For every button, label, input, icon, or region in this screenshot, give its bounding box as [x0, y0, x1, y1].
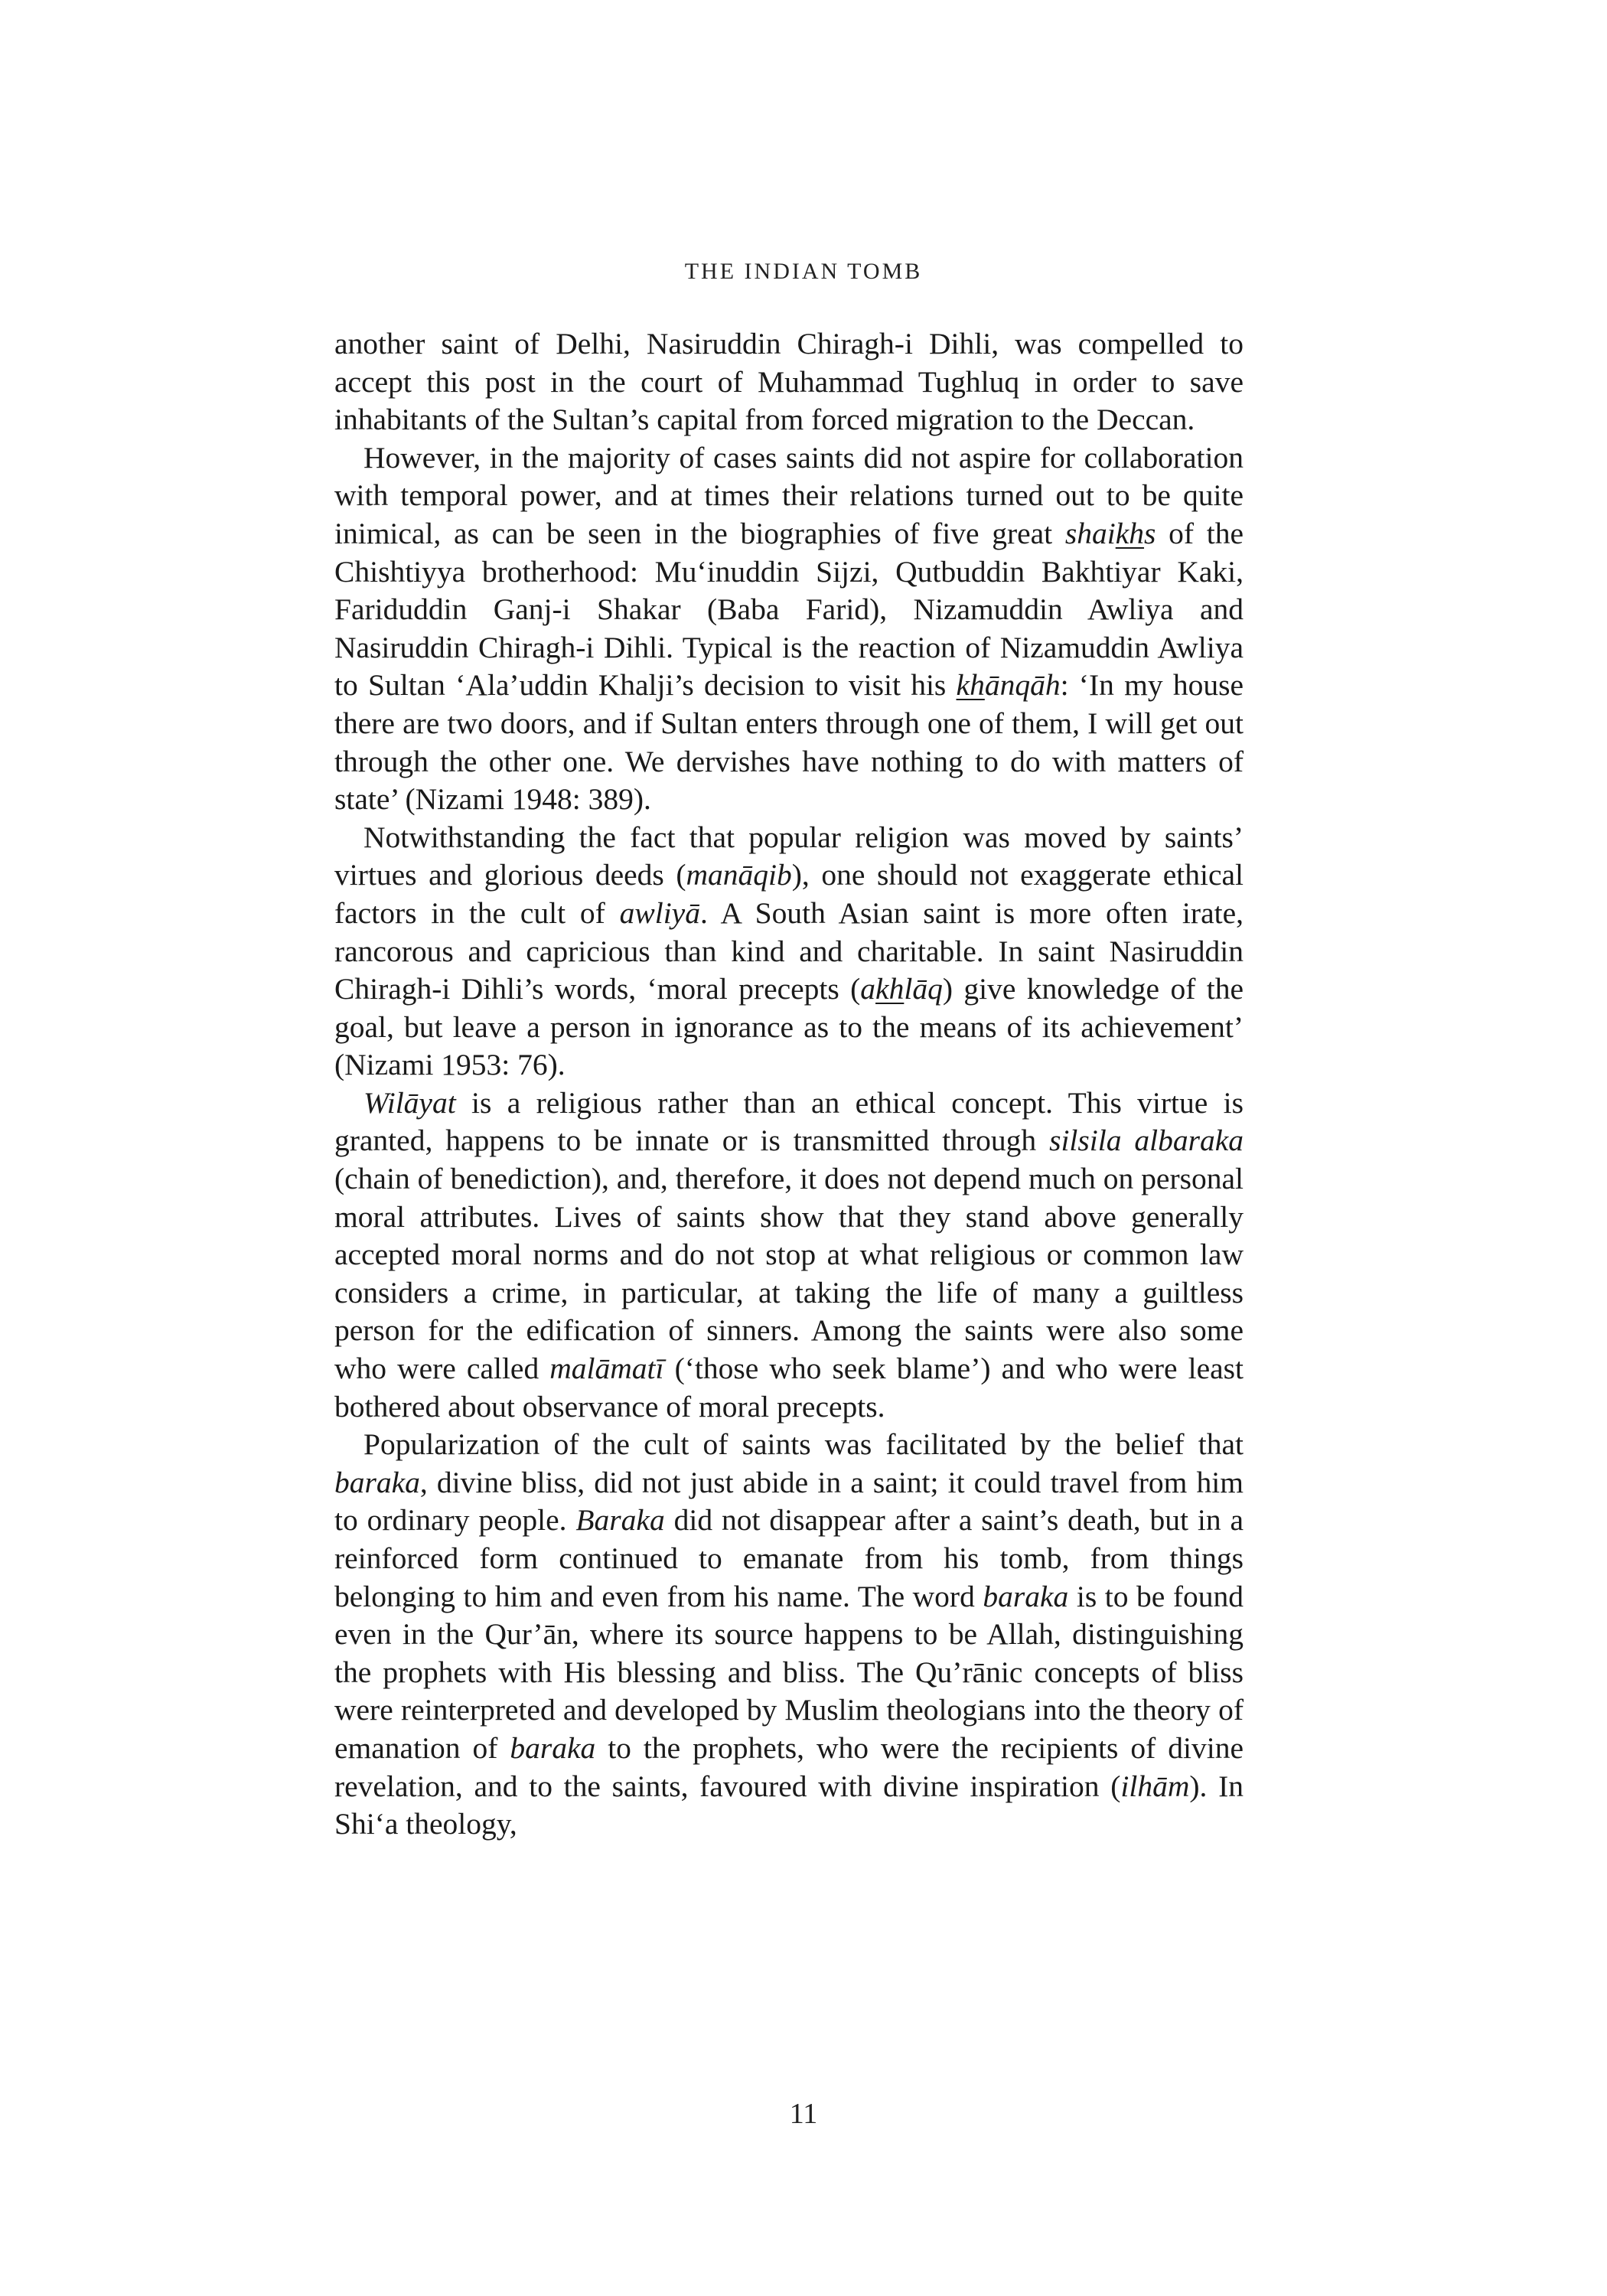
text-run: (‘those who seek blame’) and who were least bothered about observance of moral precepts. — [334, 1352, 1244, 1424]
paragraph-3 — [334, 819, 1244, 1084]
text-run: However, in the majority of cases saints did not aspire for collaboration with temporal power, and at times their relations turned out to be quite inimical, as can be seen in the biographies of five great — [334, 440, 1244, 550]
italic-run: shai — [1064, 516, 1116, 550]
italic-run: s — [1144, 516, 1156, 550]
underlined-run: kh — [1115, 516, 1145, 550]
italic-term: malāmatī — [549, 1352, 664, 1386]
italic-term: Wilāyat — [363, 1085, 456, 1120]
italic-term: awliyā — [619, 895, 700, 930]
paragraph-5 — [334, 1426, 1244, 1844]
text-run: : ‘In my house there are two doors, and if Sultan enters through one of them, I will get out through the other one. We dervishes have nothing to do with matters of state’ (Nizami 1948: 389). — [334, 668, 1244, 817]
text-run: ), one should not exaggerate ethical factors in the cult of — [334, 858, 1244, 930]
italic-run: ānqāh — [984, 668, 1061, 703]
italic-term: silsila albaraka — [1049, 1124, 1244, 1158]
italic-term: manāqib — [686, 858, 792, 892]
italic-run: a — [860, 972, 876, 1006]
text-run: Popularization of the cult of saints was facilitated by the belief that — [363, 1427, 1244, 1462]
italic-term — [860, 972, 943, 1006]
text-run: (chain of benediction), and, therefore, it does not depend much on personal moral attributes. Lives of saints show that they stand above generally accepted moral norms and do not stop at what religious or common law considers a crime, in particular, at taking the life of many a guiltless person for the edification of sinners. Among the saints were also some who were called — [334, 1162, 1244, 1386]
paragraph-2 — [334, 439, 1244, 819]
text-run: is to be found even in the Qur’ān, where its source happens to be Allah, distinguishing the prophets with His blessing and bliss. The Qu’rānic concepts of bliss were reinterpreted and developed by Muslim theologians into the theory of emanation of — [334, 1579, 1244, 1765]
text-run: , divine bliss, did not just abide in a saint; it could travel from him to ordinary people. — [334, 1465, 1244, 1538]
italic-run: lāq — [904, 972, 943, 1006]
underlined-run: kh — [956, 668, 985, 703]
text-run: ) give knowledge of the goal, but leave a person in ignorance as to the means of its achievement’ (Nizami 1953: 76). — [334, 972, 1244, 1082]
text-run: another saint of Delhi, Nasiruddin Chiragh-i Dihli, was compelled to accept this post in the court of Muhammad Tughluq in order to save inhabitants of the Sultan’s capital from forced migration to the Deccan. — [334, 327, 1244, 437]
italic-term: baraka — [510, 1730, 596, 1765]
text-run: to the prophets, who were the recipients of divine revelation, and to the saints, favoured with divine inspiration ( — [334, 1730, 1244, 1803]
body-text — [334, 325, 1244, 1844]
text-run: is a religious rather than an ethical concept. This virtue is granted, happens to be innate or is transmitted through — [334, 1085, 1244, 1158]
page-number: 11 — [789, 2098, 818, 2130]
text-run: ). In Shi‘a theology, — [334, 1769, 1244, 1841]
paragraph-1 — [334, 325, 1244, 439]
italic-term: baraka — [983, 1579, 1069, 1613]
italic-term — [1065, 517, 1156, 550]
running-head: THE INDIAN TOMB — [684, 259, 923, 284]
text-run: Notwithstanding the fact that popular religion was moved by saints’ virtues and glorious deeds ( — [334, 820, 1244, 892]
italic-term: ilhām — [1120, 1769, 1190, 1803]
text-run: of the Chishtiyya brotherhood: Mu‘inuddin Sijzi, Qutbuddin Bakhtiyar Kaki, Fariduddin Ganj-i Shakar (Baba Farid), Nizamuddin Awliya and Nasiruddin Chiragh-i Dihli. Typical is the reaction of Nizamuddin Awliya to Sultan ‘Ala’uddin Khalji’s decision to visit his — [334, 516, 1244, 703]
italic-term: Baraka — [575, 1503, 665, 1538]
italic-term: baraka — [334, 1465, 420, 1499]
italic-term — [957, 668, 1061, 702]
text-run: did not disappear after a saint’s death, but in a reinforced form continued to emanate from his tomb, from things belonging to him and even from his name. The word — [334, 1503, 1244, 1613]
underlined-run: kh — [875, 972, 905, 1006]
paragraph-4 — [334, 1084, 1244, 1426]
text-run: . A South Asian saint is more often irate, rancorous and capricious than kind and charitable. In saint Nasiruddin Chiragh-i Dihli’s words, ‘moral precepts ( — [334, 895, 1244, 1006]
